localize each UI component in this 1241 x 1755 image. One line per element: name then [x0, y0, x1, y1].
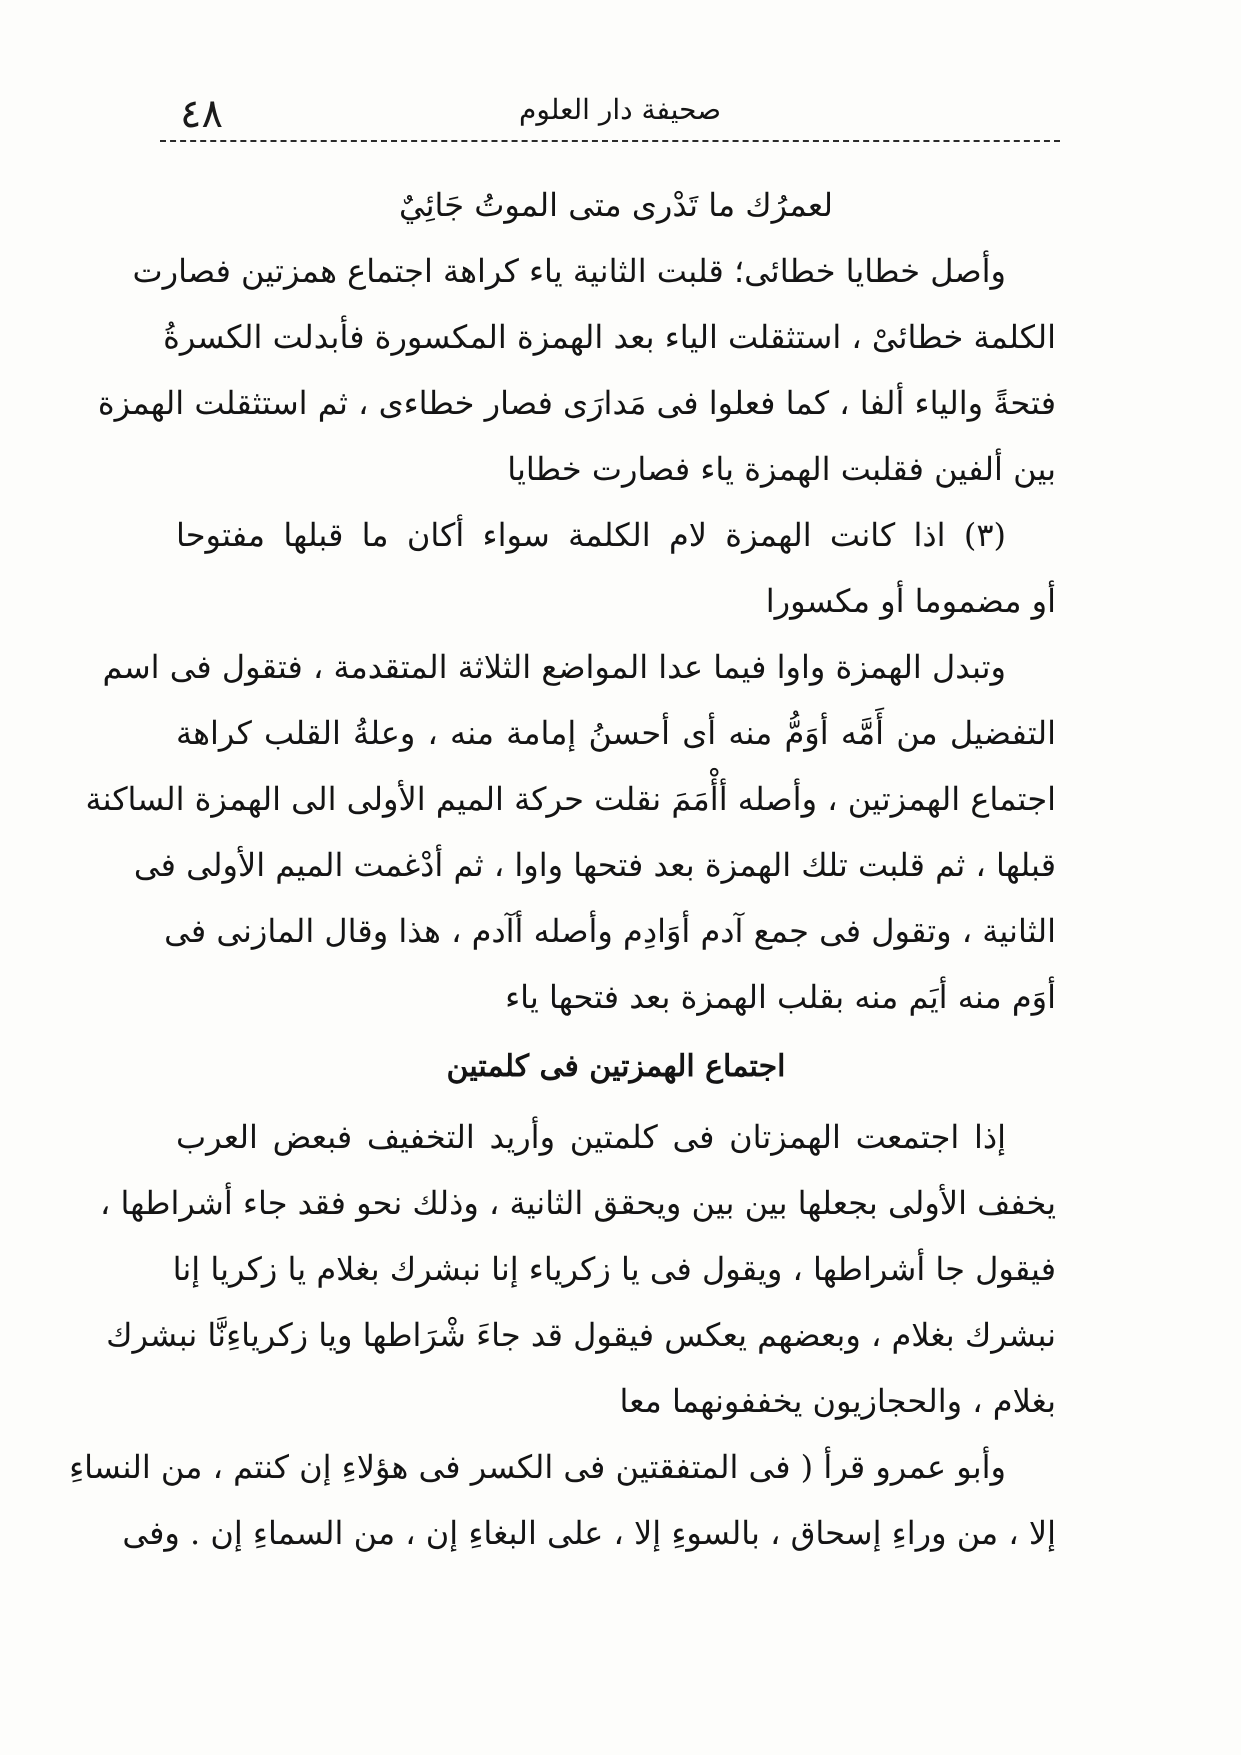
- text-line: فيقول جا أشراطها ، ويقول فى يا زكرياء إنا نبشرك بغلام يا زكريا إنا: [172, 1250, 1056, 1288]
- page-header: [180, 82, 1060, 137]
- text-line: اجتماع الهمزتين ، وأصله أأْمَمَ نقلت حركة الميم الأولى الى الهمزة الساكنة: [85, 780, 1056, 818]
- text-line: يخفف الأولى بجعلها بين بين ويحقق الثانية ، وذلك نحو فقد جاء أشراطها ،: [100, 1184, 1056, 1222]
- running-title: صحيفة دار العلوم: [519, 93, 721, 126]
- text-line: الكلمة خطائىْ ، استثقلت الياء بعد الهمزة المكسورة فأبدلت الكسرةُ: [163, 318, 1056, 356]
- header-rule: [160, 140, 1060, 142]
- text-line: وأبو عمرو قرأ ( فى المتفقتين فى الكسر فى هؤلاءِ إن كنتم ، من النساءِ: [69, 1448, 1006, 1486]
- body-text: [69, 172, 1056, 1566]
- text-line: وأصل خطايا خطائى؛ قلبت الثانية ياء كراهة اجتماع همزتين فصارت: [132, 252, 1006, 290]
- text-line: أو مضموما أو مكسورا: [765, 582, 1056, 620]
- text-line: (٣) اذا كانت الهمزة لام الكلمة سواء أكان ما قبلها مفتوحا: [176, 516, 1006, 554]
- text-line: فتحةً والياء ألفا ، كما فعلوا فى مَدارَى فصار خطاءى ، ثم استثقلت الهمزة: [97, 384, 1056, 422]
- text-line: وتبدل الهمزة واوا فيما عدا المواضع الثلاثة المتقدمة ، فتقول فى اسم: [102, 648, 1006, 686]
- text-line: نبشرك بغلام ، وبعضهم يعكس فيقول قد جاءَ شْرَاطها ويا زكرياءِنَّا نبشرك: [106, 1316, 1056, 1354]
- section-heading: اجتماع الهمزتين فى كلمتين: [446, 1049, 786, 1084]
- text-line: أوَم منه أيَم منه بقلب الهمزة بعد فتحها ياء: [505, 978, 1056, 1016]
- text-line: لعمرُك ما تَدْرى متى الموتُ جَائِيٌ: [398, 186, 834, 224]
- text-line: قبلها ، ثم قلبت تلك الهمزة بعد فتحها واوا ، ثم أدْغمت الميم الأولى فى: [133, 846, 1056, 884]
- text-line: إلا ، من وراءِ إسحاق ، بالسوءِ إلا ، على البغاءِ إن ، من السماءِ إن . وفى: [122, 1514, 1056, 1552]
- text-line: بين ألفين فقلبت الهمزة ياء فصارت خطايا: [507, 450, 1056, 488]
- page-number: ٤٨: [180, 91, 223, 137]
- text-line: إذا اجتمعت الهمزتان فى كلمتين وأريد التخفيف فبعض العرب: [176, 1118, 1006, 1156]
- text-line: الثانية ، وتقول فى جمع آدم أوَادِم وأصله أآدم ، هذا وقال المازنى فى: [164, 912, 1056, 950]
- text-line: التفضيل من أَمَّه أوَمُّ منه أى أحسنُ إمامة منه ، وعلةُ القلب كراهة: [176, 714, 1056, 752]
- text-line: بغلام ، والحجازيون يخففونهما معا: [619, 1382, 1056, 1420]
